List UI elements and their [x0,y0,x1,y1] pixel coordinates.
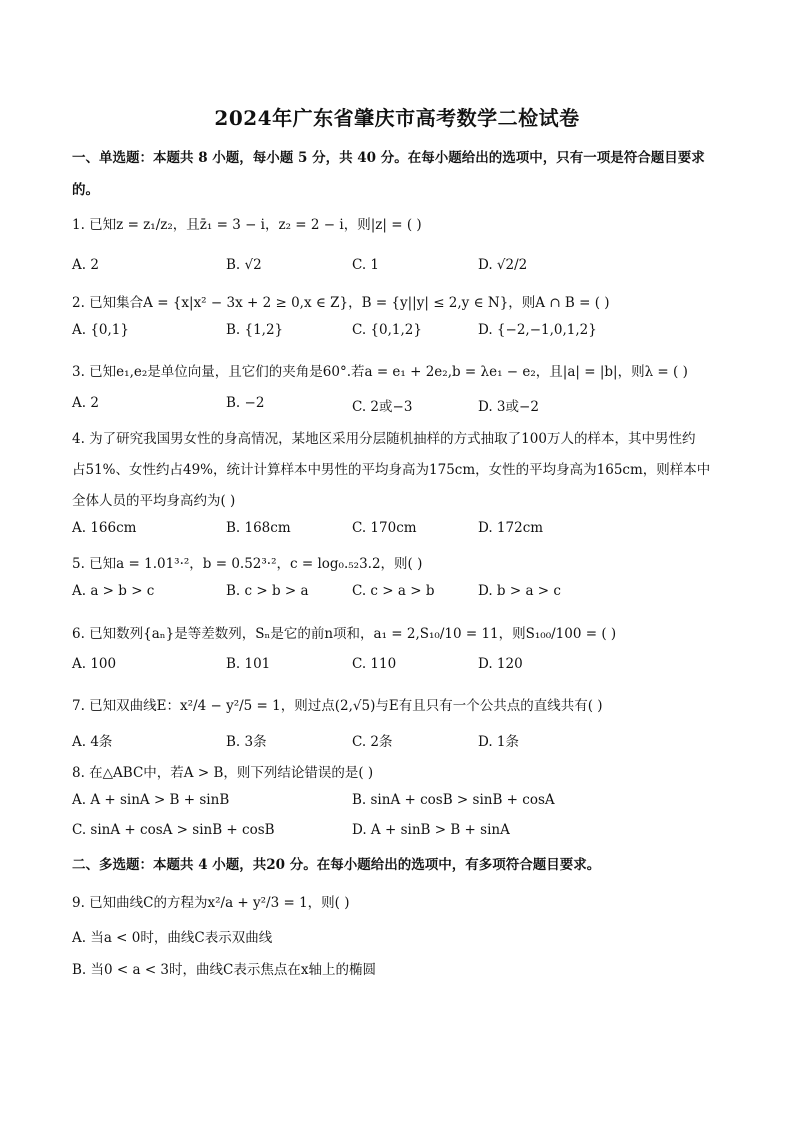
q9-option-b: B. 当0 < a < 3时，曲线C表示焦点在x轴上的椭圆 [72,962,376,978]
q7-option-d: D. 1条 [478,734,520,750]
question-3-stem: 3. 已知e₁,e₂是单位向量，且它们的夹角是60°.若a = e₁ + 2e₂,b = λe₁ − e₂，且|a| = |b|，则λ = ( ) [72,364,688,380]
question-1-stem: 1. 已知z = z₁/z₂，且z̄₁ = 3 − i，z₂ = 2 − i，则|z| = ( ) [72,217,422,233]
q3-option-b: B. −2 [226,395,265,411]
q1-option-c: C. 1 [352,257,380,273]
q7-option-a: A. 4条 [72,734,113,750]
q1-option-b: B. √2 [226,257,262,273]
question-8-stem: 8. 在△ABC中，若A > B，则下列结论错误的是( ) [72,765,374,781]
q1-option-d: D. √2/2 [478,257,528,273]
q4-option-b: B. 168cm [226,520,291,536]
q6-option-c: C. 110 [352,656,397,672]
q7-option-c: C. 2条 [352,734,393,750]
question-4-line-2: 占51%、女性约占49%，统计计算样本中男性的平均身高为175cm，女性的平均身高为165cm，则样本中 [72,462,711,478]
q4-option-a: A. 166cm [72,520,137,536]
q8-option-c: C. sinA + cosA > sinB + cosB [72,822,275,838]
section1-heading-cont: 的。 [72,182,99,198]
q8-option-a: A. A + sinA > B + sinB [72,792,230,808]
q1-option-a: A. 2 [72,257,99,273]
q5-option-a: A. a > b > c [72,583,155,599]
q5-option-b: B. c > b > a [226,583,309,599]
q6-option-b: B. 101 [226,656,271,672]
q8-option-d: D. A + sinB > B + sinA [352,822,510,838]
q9-option-a: A. 当a < 0时，曲线C表示双曲线 [72,930,273,946]
question-4-line-1: 4. 为了研究我国男女性的身高情况，某地区采用分层随机抽样的方式抽取了100万人的样本，其中男性约 [72,431,696,447]
q3-option-a: A. 2 [72,395,99,411]
q6-option-a: A. 100 [72,656,117,672]
q5-option-d: D. b > a > c [478,583,561,599]
q4-option-d: D. 172cm [478,520,544,536]
question-7-stem: 7. 已知双曲线E：x²/4 − y²/5 = 1，则过点(2,√5)与E有且只有一个公共点的直线共有( ) [72,698,603,714]
question-4-line-3: 全体人员的平均身高约为( ) [72,493,236,509]
question-5-stem: 5. 已知a = 1.01³·²，b = 0.52³·²，c = log₀.₅₂3.2，则( ) [72,556,423,572]
q2-option-c: C. {0,1,2} [352,322,422,338]
page-title: 2024年广东省肇庆市高考数学二检试卷 [214,106,580,130]
section1-heading: 一、单选题：本题共 8 小题，每小题 5 分，共 40 分。在每小题给出的选项中，只有一项是符合题目要求 [72,150,705,166]
q2-option-d: D. {−2,−1,0,1,2} [478,322,597,338]
question-6-stem: 6. 已知数列{aₙ}是等差数列，Sₙ是它的前n项和，a₁ = 2,S₁₀/10 = 11，则S₁₀₀/100 = ( ) [72,626,617,642]
question-2-stem: 2. 已知集合A = {x|x² − 3x + 2 ≥ 0,x ∈ Z}，B = {y||y| ≤ 2,y ∈ N}，则A ∩ B = ( ) [72,295,610,311]
q5-option-c: C. c > a > b [352,583,435,599]
q2-option-b: B. {1,2} [226,322,284,338]
q7-option-b: B. 3条 [226,734,267,750]
q3-option-d: D. 3或−2 [478,399,539,415]
q8-option-b: B. sinA + cosB > sinB + cosA [352,792,555,808]
q6-option-d: D. 120 [478,656,523,672]
q4-option-c: C. 170cm [352,520,417,536]
q2-option-a: A. {0,1} [72,322,129,338]
section2-heading: 二、多选题：本题共 4 小题，共20 分。在每小题给出的选项中，有多项符合题目要求。 [72,857,601,873]
q3-option-c: C. 2或−3 [352,399,413,415]
question-9-stem: 9. 已知曲线C的方程为x²/a + y²/3 = 1，则( ) [72,895,350,911]
